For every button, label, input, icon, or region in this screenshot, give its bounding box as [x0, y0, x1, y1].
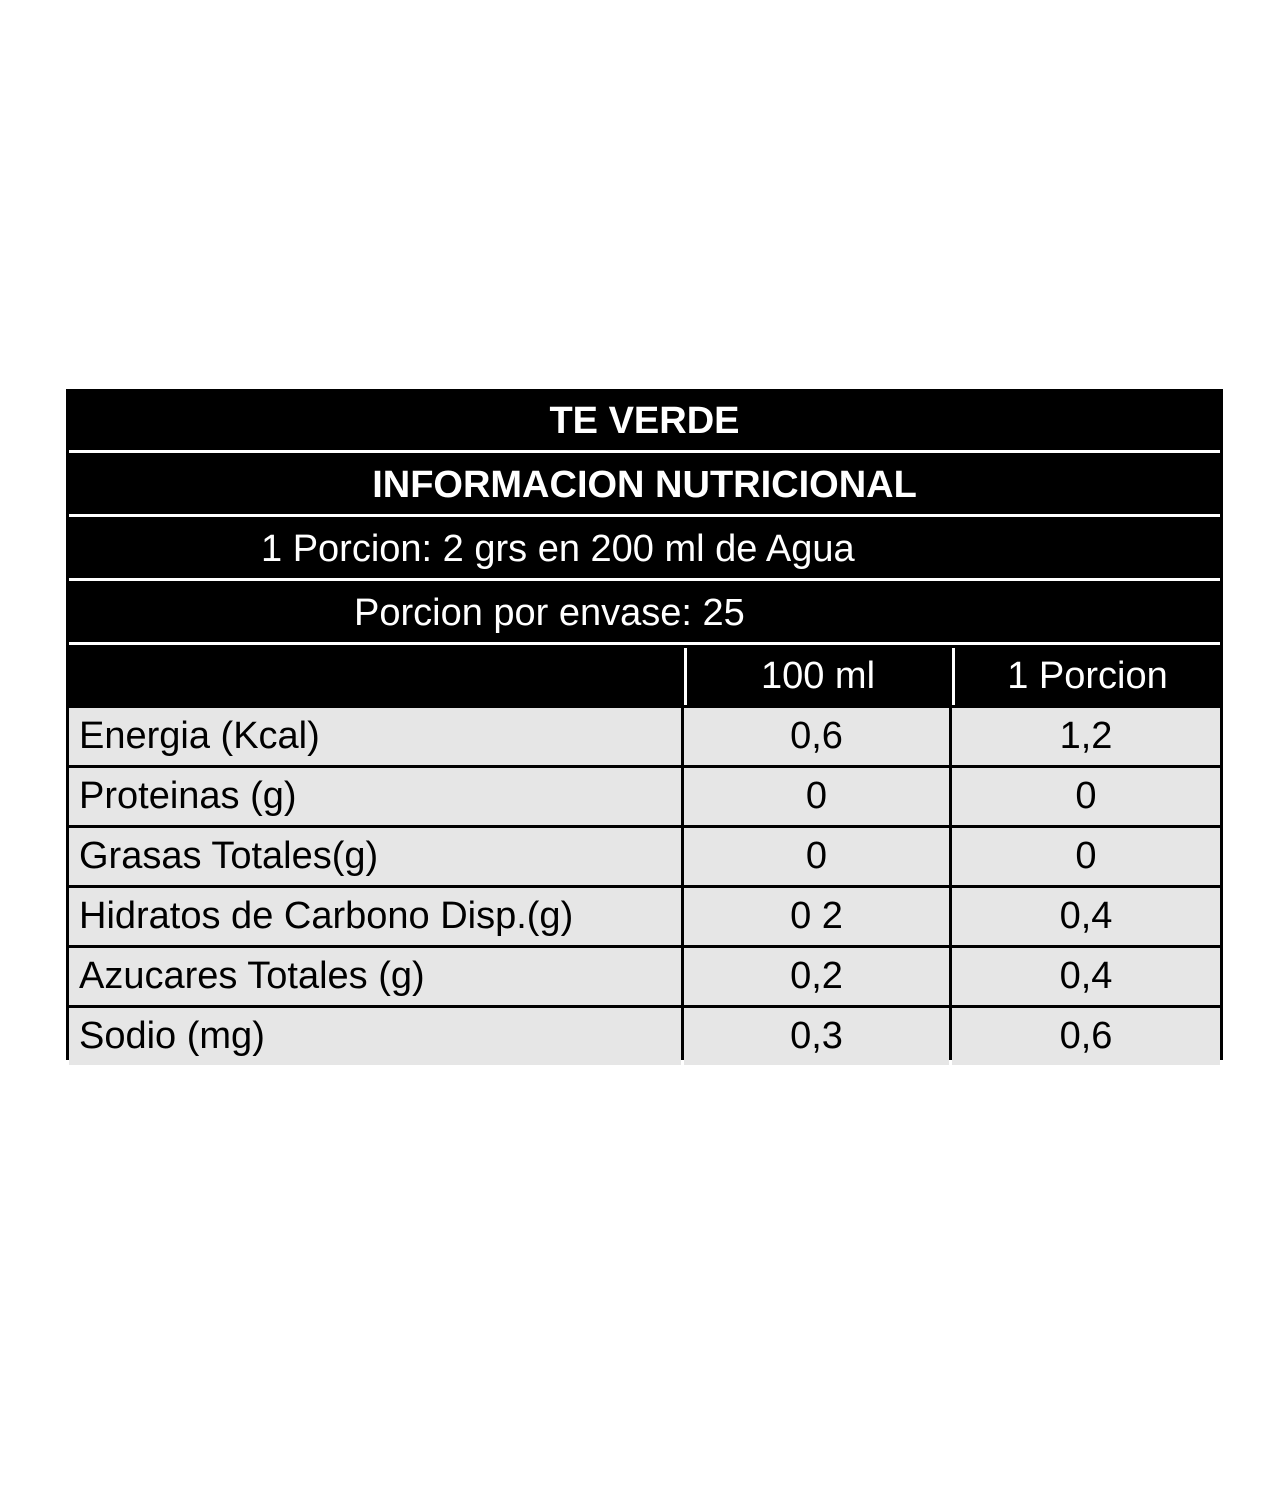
nutrient-name: Azucares Totales (g) [69, 948, 681, 1005]
nutrient-name: Proteinas (g) [69, 768, 681, 825]
column-header-nutrient [69, 648, 681, 705]
servings-per-container: Porcion por envase: 25 [69, 584, 1220, 645]
value-per-100ml: 0,2 [684, 948, 949, 1005]
table-row [69, 1008, 1220, 1065]
value-per-serving: 0,4 [952, 948, 1220, 1005]
value-per-serving: 0 [952, 768, 1220, 825]
nutrient-name: Energia (Kcal) [69, 708, 681, 765]
value-per-serving: 0 [952, 828, 1220, 885]
nutrition-facts-table [66, 389, 1223, 1060]
nutrient-name: Hidratos de Carbono Disp.(g) [69, 888, 681, 945]
value-per-100ml: 0 [684, 828, 949, 885]
product-name: TE VERDE [69, 392, 1220, 453]
table-row [69, 948, 1220, 1005]
value-per-100ml: 0 2 [684, 888, 949, 945]
value-per-serving: 0,6 [952, 1008, 1220, 1065]
nutrient-name: Grasas Totales(g) [69, 828, 681, 885]
column-header-row [69, 648, 1220, 705]
serving-size: 1 Porcion: 2 grs en 200 ml de Agua [69, 520, 1220, 581]
value-per-100ml: 0,6 [684, 708, 949, 765]
table-row [69, 768, 1220, 825]
column-header-per-serving: 1 Porcion [952, 648, 1220, 705]
column-header-per-100ml: 100 ml [684, 648, 949, 705]
table-row [69, 888, 1220, 945]
value-per-100ml: 0,3 [684, 1008, 949, 1065]
value-per-serving: 1,2 [952, 708, 1220, 765]
nutrition-heading: INFORMACION NUTRICIONAL [69, 456, 1220, 517]
table-row [69, 708, 1220, 765]
nutrient-name: Sodio (mg) [69, 1008, 681, 1065]
table-row [69, 828, 1220, 885]
value-per-100ml: 0 [684, 768, 949, 825]
value-per-serving: 0,4 [952, 888, 1220, 945]
